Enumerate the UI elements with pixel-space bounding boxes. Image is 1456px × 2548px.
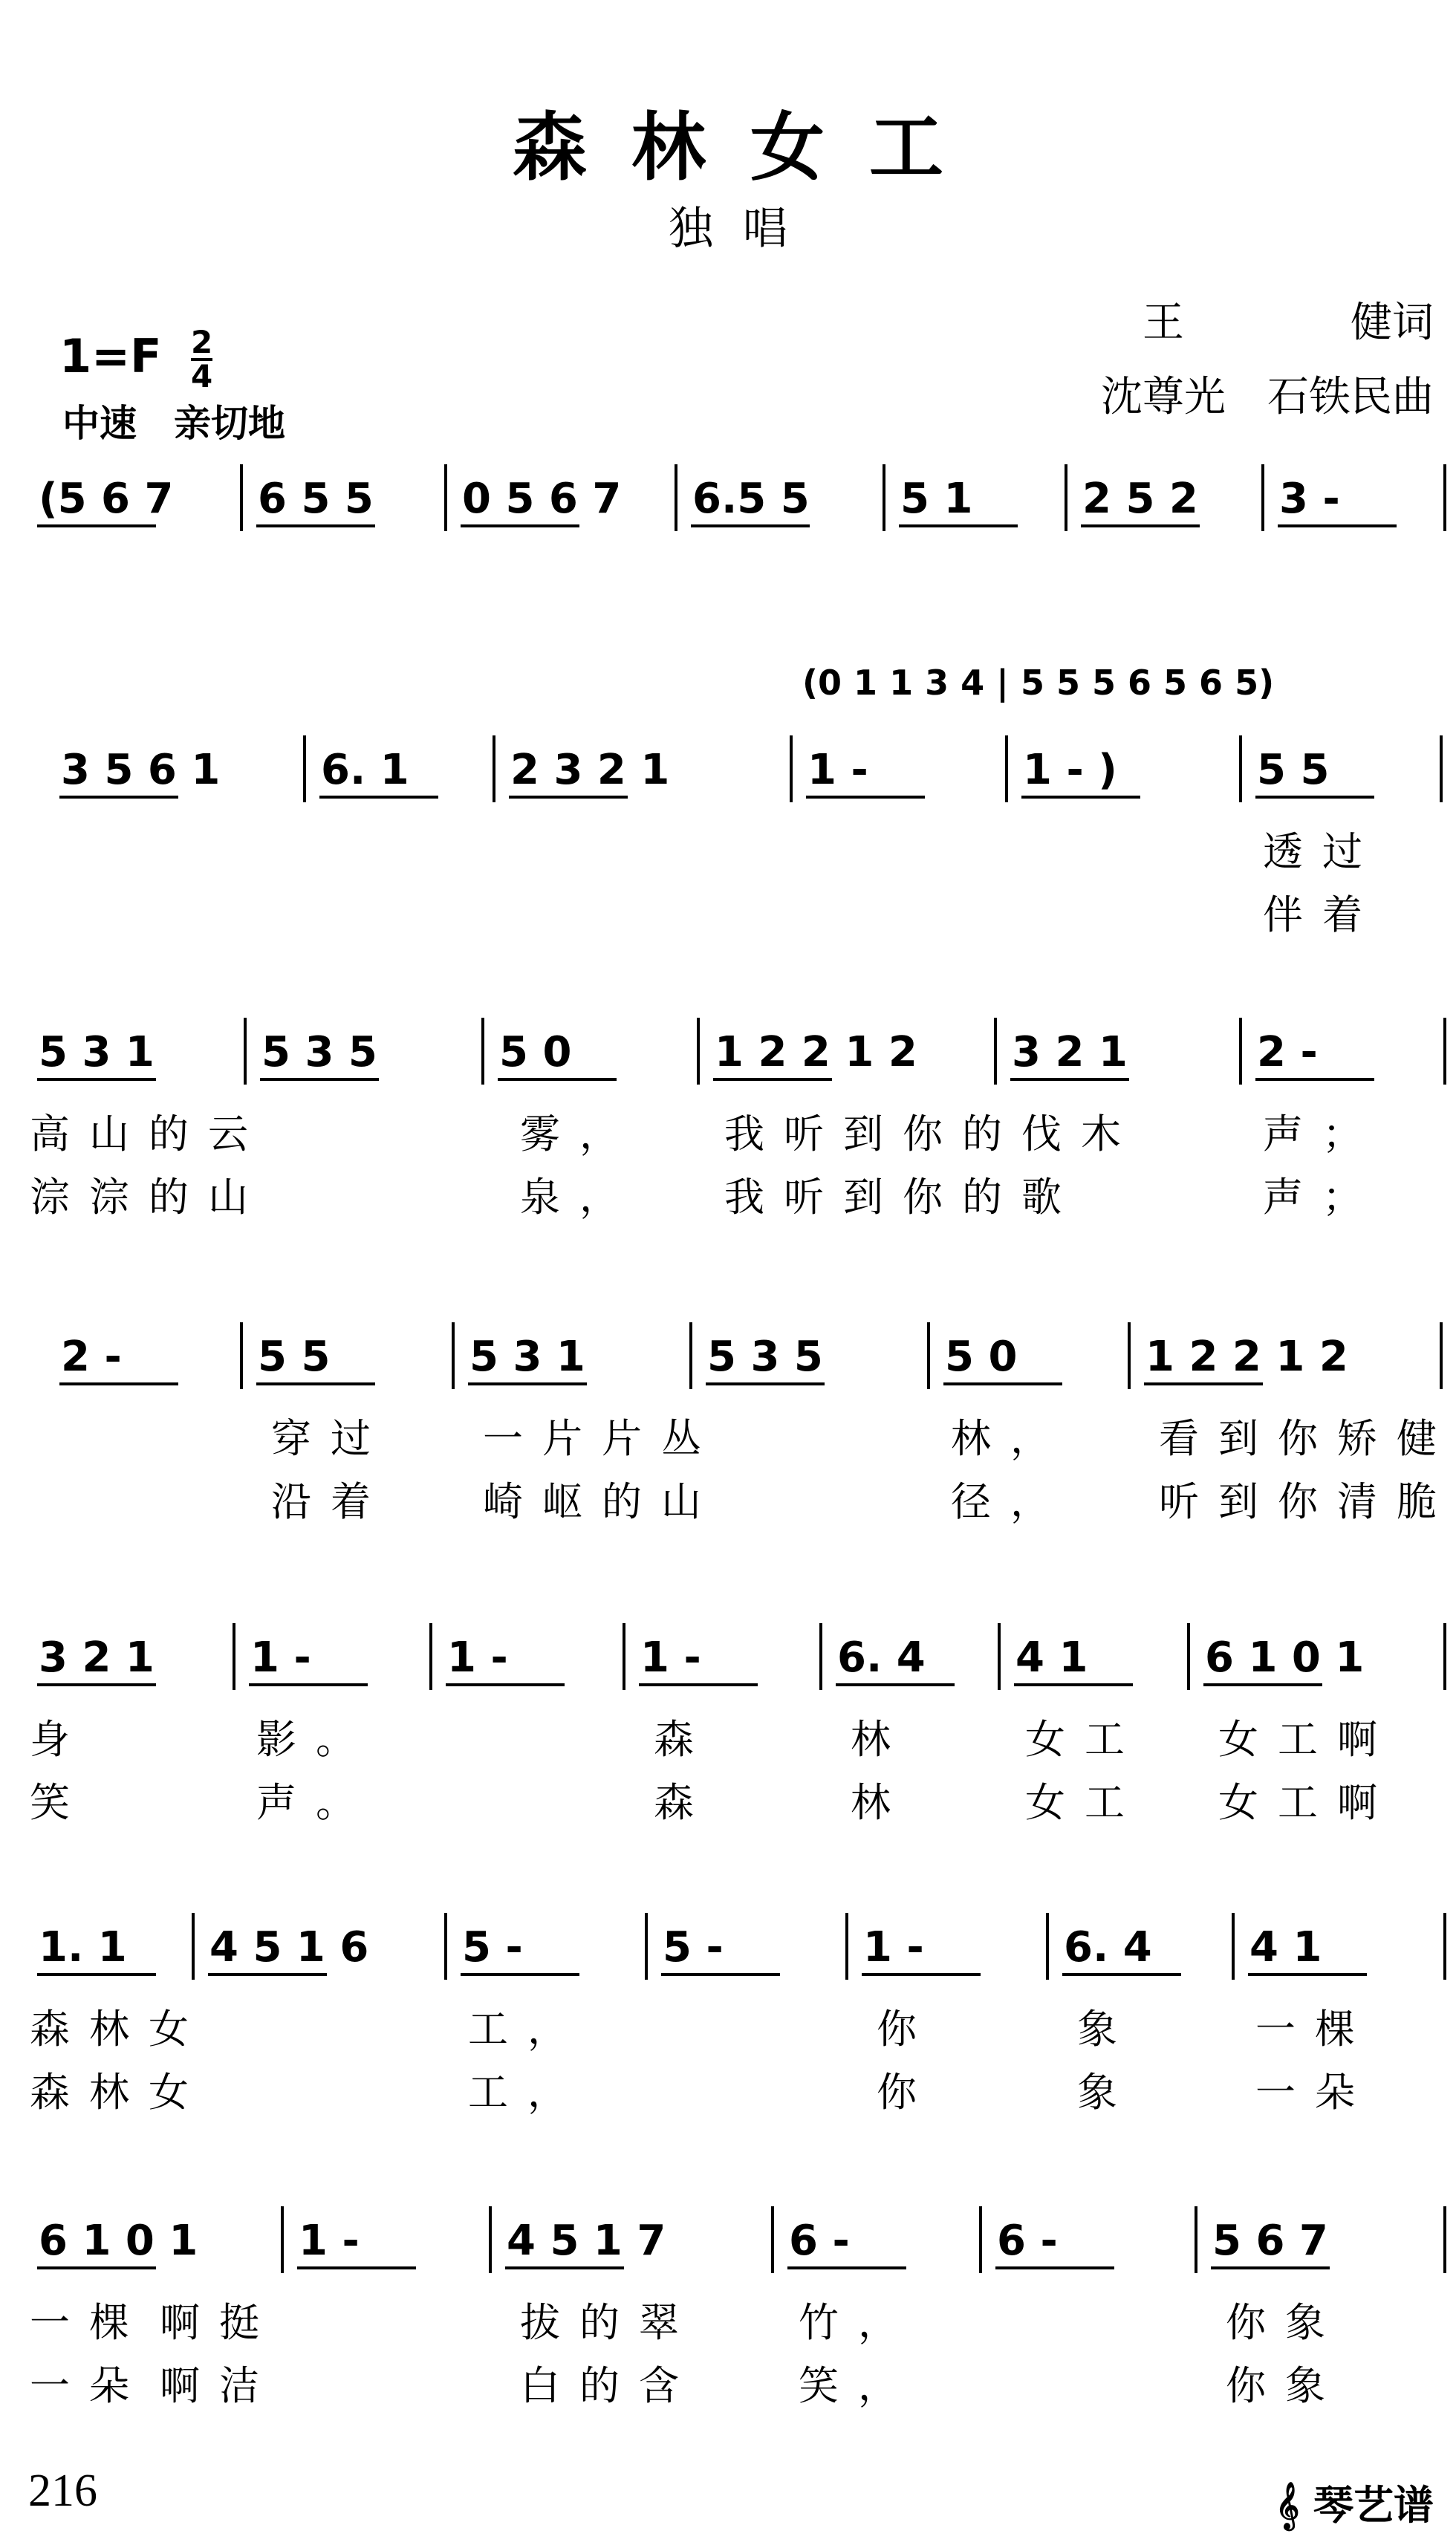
lyric-verse2: 声；: [1263, 1174, 1382, 1221]
measure-notes: 0 5 6 7: [462, 475, 622, 523]
measure-notes: 1 -: [640, 1634, 701, 1682]
lyric-verse2: 听到你清脆: [1159, 1478, 1456, 1525]
lyric-verse1: 工，: [468, 2006, 587, 2053]
lyric-verse2: 女工啊: [1218, 1779, 1397, 1826]
measure-notes: 1 -: [807, 746, 868, 794]
lyric-verse2: 森: [654, 1779, 713, 1826]
measure-notes: 1 2 2 1 2: [715, 1028, 917, 1076]
lyric-verse1: 一棵: [30, 2299, 149, 2346]
lyric-verse2: 笑，: [799, 2362, 917, 2409]
lyric-verse2: 沿着: [271, 1478, 390, 1525]
lyric-verse1: 我听到你的伐木: [724, 1111, 1140, 1157]
lyric-verse1: 林，: [951, 1415, 1070, 1462]
measure-notes: 3 -: [1279, 475, 1340, 523]
measure-notes: 2 3 2 1: [510, 746, 670, 794]
lyric-verse1: 雾，: [520, 1111, 639, 1157]
measure-notes: 5 3 5: [707, 1333, 823, 1381]
lyric-verse2: 你象: [1226, 2362, 1345, 2409]
measure-notes: 2 5 2: [1082, 475, 1198, 523]
lyric-verse1: 林: [851, 1716, 910, 1763]
measure-notes: 5 0: [945, 1333, 1018, 1381]
lyric-verse2: 女工: [1025, 1779, 1144, 1826]
lyric-verse1: 一片片丛: [483, 1415, 721, 1462]
lyric-verse2: 一朵: [30, 2362, 149, 2409]
lyric-verse2: 我听到你的歌: [724, 1174, 1081, 1221]
measure-notes: 2 -: [61, 1333, 122, 1381]
lyric-verse2: 你: [877, 2069, 936, 2116]
measure-notes: 3 2 1: [1012, 1028, 1128, 1076]
measure-notes: 5 6 7: [1212, 2217, 1328, 2265]
measure-notes: 6 1 0 1: [39, 2217, 198, 2265]
measure-notes: 5 5: [258, 1333, 331, 1381]
watermark-text: 琴艺谱: [1313, 2482, 1434, 2529]
lyric-verse1: 一棵: [1255, 2006, 1374, 2053]
lyric-verse2: 白的含: [520, 2362, 698, 2409]
lyric-verse1: 你: [877, 2006, 936, 2053]
lyric-verse1: 森: [654, 1716, 713, 1763]
lyric-verse2: 径，: [951, 1478, 1070, 1525]
lyric-verse1: 女工: [1025, 1716, 1144, 1763]
measure-notes: 6.5 5: [692, 475, 810, 523]
tempo-marking: 中速 亲切地: [62, 402, 285, 445]
lyric-verse2: 崎岖的山: [483, 1478, 721, 1525]
measure-notes: 1 -: [863, 1923, 924, 1972]
lyric-verse1: 啊挺: [160, 2299, 279, 2346]
lyric-verse2: 啊洁: [160, 2362, 279, 2409]
measure-notes: 5 1: [900, 475, 973, 523]
measure-notes: 6 5 5: [258, 475, 374, 523]
lyric-verse1: 看到你矫健: [1159, 1415, 1456, 1462]
lyric-verse1: 声；: [1263, 1111, 1382, 1157]
measure-notes: 5 3 1: [469, 1333, 585, 1381]
measure-notes: 6. 4: [1064, 1923, 1152, 1972]
intro-annotation: (0 1 1 3 4 | 5 5 5 6 5 6 5): [802, 663, 1275, 703]
measure-notes: 2 -: [1257, 1028, 1318, 1076]
measure-notes: 1 -: [250, 1634, 311, 1682]
measure-notes: 5 3 1: [39, 1028, 155, 1076]
lyric-verse1: 穿过: [271, 1415, 390, 1462]
lyric-verse2: 林: [851, 1779, 910, 1826]
lyric-verse1: 透过: [1263, 828, 1382, 875]
lyric-verse1: 女工啊: [1218, 1716, 1397, 1763]
page-title: 森林女工: [513, 103, 988, 191]
measure-notes: 6 1 0 1: [1205, 1634, 1365, 1682]
lyric-verse1: 拔的翠: [520, 2299, 698, 2346]
lyric-verse1: 竹，: [799, 2299, 917, 2346]
measure-notes: (5 6 7: [39, 475, 174, 523]
measure-notes: 5 5: [1257, 746, 1330, 794]
lyric-verse1: 森林女: [30, 2006, 208, 2053]
logo-icon: 𝄞: [1275, 2482, 1300, 2529]
key-signature-text: 1=F: [59, 329, 162, 384]
measure-notes: 1 -: [447, 1634, 508, 1682]
measure-notes: 1 -: [299, 2217, 360, 2265]
measure-notes: 4 1: [1249, 1923, 1322, 1972]
lyric-verse2: 一朵: [1255, 2069, 1374, 2116]
measure-notes: 4 1: [1015, 1634, 1088, 1682]
measure-notes: 3 2 1: [39, 1634, 155, 1682]
lyric-verse1: 身: [30, 1716, 89, 1763]
lyric-verse2: 森林女: [30, 2069, 208, 2116]
measure-notes: 1 2 2 1 2: [1145, 1333, 1348, 1381]
measure-notes: 5 -: [462, 1923, 523, 1972]
lyric-verse1: 影。: [256, 1716, 375, 1763]
watermark-logo: [1275, 2474, 1434, 2531]
measure-notes: 5 3 5: [261, 1028, 377, 1076]
measure-notes: 5 -: [663, 1923, 724, 1972]
composer-credit: 沈尊光 石铁民曲: [1101, 373, 1434, 421]
lyric-verse2: 声。: [256, 1779, 375, 1826]
page-number: 216: [28, 2466, 97, 2516]
lyric-verse2: 淙淙的山: [30, 1174, 267, 1221]
measure-notes: 4 5 1 6: [209, 1923, 369, 1972]
lyric-verse2: 泉，: [520, 1174, 639, 1221]
lyric-verse1: 象: [1077, 2006, 1137, 2053]
time-denominator: 4: [191, 358, 213, 394]
lyricist-credit: 王 健词: [1143, 299, 1434, 347]
lyric-verse1: 你象: [1226, 2299, 1345, 2346]
lyric-verse2: 笑: [30, 1779, 89, 1826]
measure-notes: 5 0: [499, 1028, 572, 1076]
measure-notes: 6 -: [789, 2217, 850, 2265]
time-numerator: 2: [191, 324, 213, 360]
lyric-verse1: 高山的云: [30, 1111, 267, 1157]
page-subtitle: 独唱: [669, 203, 817, 255]
measure-notes: 1 - ): [1023, 746, 1117, 794]
measure-notes: 6 -: [997, 2217, 1058, 2265]
lyric-verse2: 象: [1077, 2069, 1137, 2116]
measure-notes: 1. 1: [39, 1923, 127, 1972]
measure-notes: 6. 4: [837, 1634, 926, 1682]
measure-notes: 6. 1: [321, 746, 409, 794]
lyric-verse2: 工，: [468, 2069, 587, 2116]
measure-notes: 4 5 1 7: [507, 2217, 666, 2265]
measure-notes: 3 5 6 1: [61, 746, 221, 794]
lyric-verse2: 伴着: [1263, 891, 1382, 938]
